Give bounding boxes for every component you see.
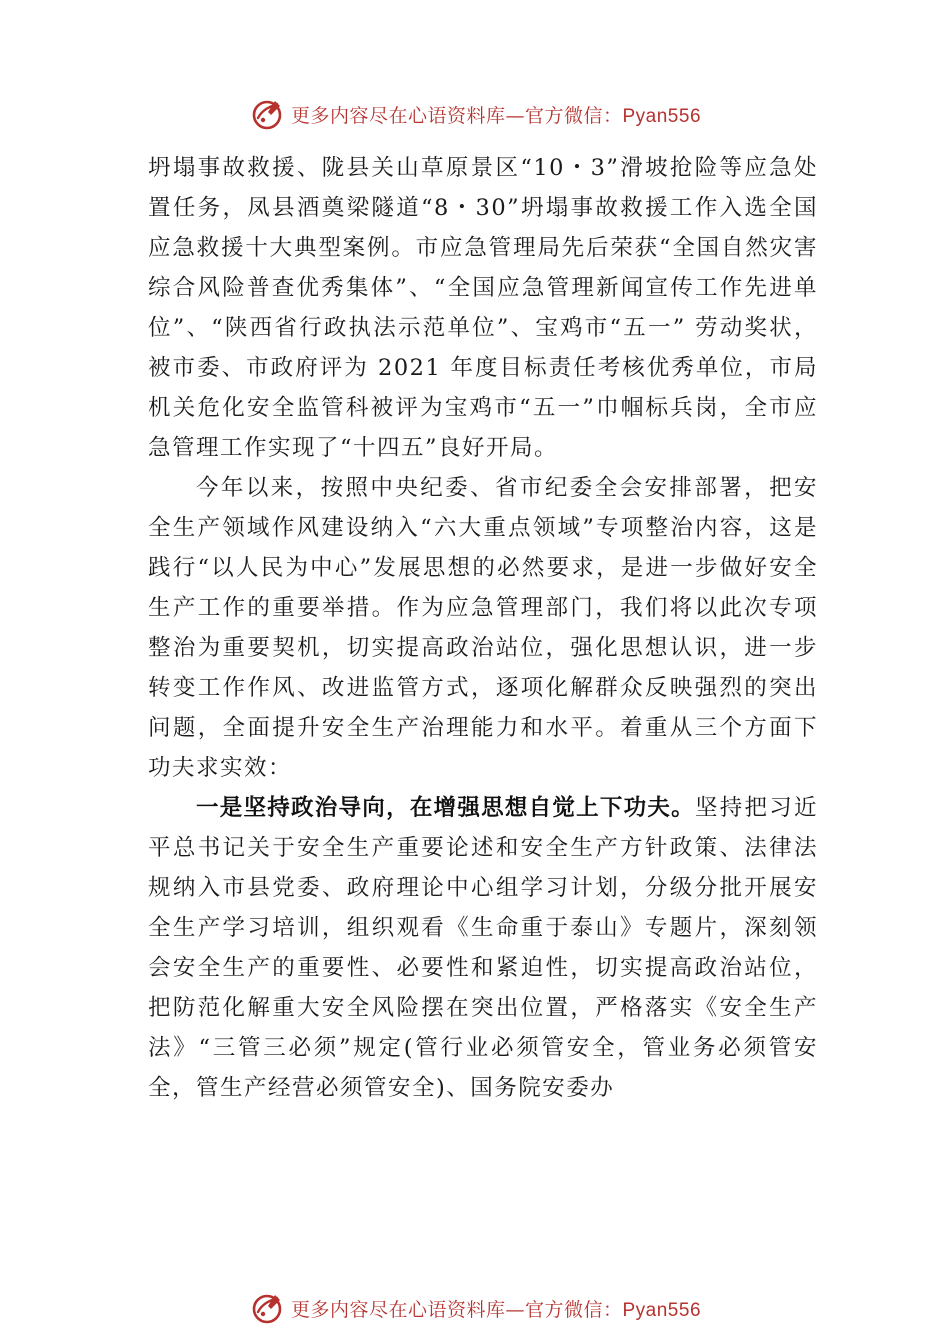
document-body: [148, 148, 818, 1108]
banner-text: [291, 1295, 701, 1322]
banner-label: 更多内容尽在心语资料库—官方微信：: [290, 104, 623, 127]
point-heading: 一是坚持政治导向，在增强思想自觉上下功夫。: [196, 795, 695, 821]
logo-icon: [249, 1290, 285, 1326]
paragraph: 今年以来，按照中央纪委、省市纪委全会安排部署，把安全生产领域作风建设纳入“六大重点领域”专项整治内容，这是践行“以人民为中心”发展思想的必然要求，是进一步做好安全生产工作的重要举措。作为应急管理部门，我们将以此次专项整治为重要契机，切实提高政治站位，强化思想认识，进一步转变工作作风、改进监管方式，逐项化解群众反映强烈的突出问题，全面提升安全生产治理能力和水平。着重从三个方面下功夫求实效：: [148, 475, 818, 781]
header-banner: [0, 92, 950, 136]
banner-label: 更多内容尽在心语资料库—官方微信：: [290, 1298, 623, 1321]
paragraph-continuation: 坍塌事故救援、陇县关山草原景区“10・3”滑坡抢险等应急处置任务，凤县酒奠梁隧道“8・30”坍塌事故救援工作入选全国应急救援十大典型案例。市应急管理局先后荣获“全国自然灾害综合风险普查优秀集体”、“全国应急管理新闻宣传工作先进单位”、“陕西省行政执法示范单位”、宝鸡市“五一” 劳动奖状，被市委、市政府评为 2021 年度目标责任考核优秀单位，市局机关危化安全监管科被评为宝鸡市“五一”巾帼标兵岗，全市应急管理工作实现了“十四五”良好开局。: [148, 155, 818, 461]
banner-account: Pyan556: [622, 105, 702, 127]
logo-icon: [249, 96, 285, 132]
point-body: 坚持把习近平总书记关于安全生产重要论述和安全生产方针政策、法律法规纳入市县党委、政府理论中心组学习计划，分级分批开展安全生产学习培训，组织观看《生命重于泰山》专题片，深刻领会安全生产的重要性、必要性和紧迫性，切实提高政治站位，把防范化解重大安全风险摆在突出位置，严格落实《安全生产法》“三管三必须”规定(管行业必须管安全，管业务必须管安全，管生产经营必须管安全)、国务院安委办: [148, 795, 818, 1101]
banner-account: Pyan556: [622, 1299, 702, 1321]
footer-banner: [0, 1286, 950, 1330]
paragraph-point-one: [148, 788, 818, 1108]
banner-text: [291, 101, 701, 128]
